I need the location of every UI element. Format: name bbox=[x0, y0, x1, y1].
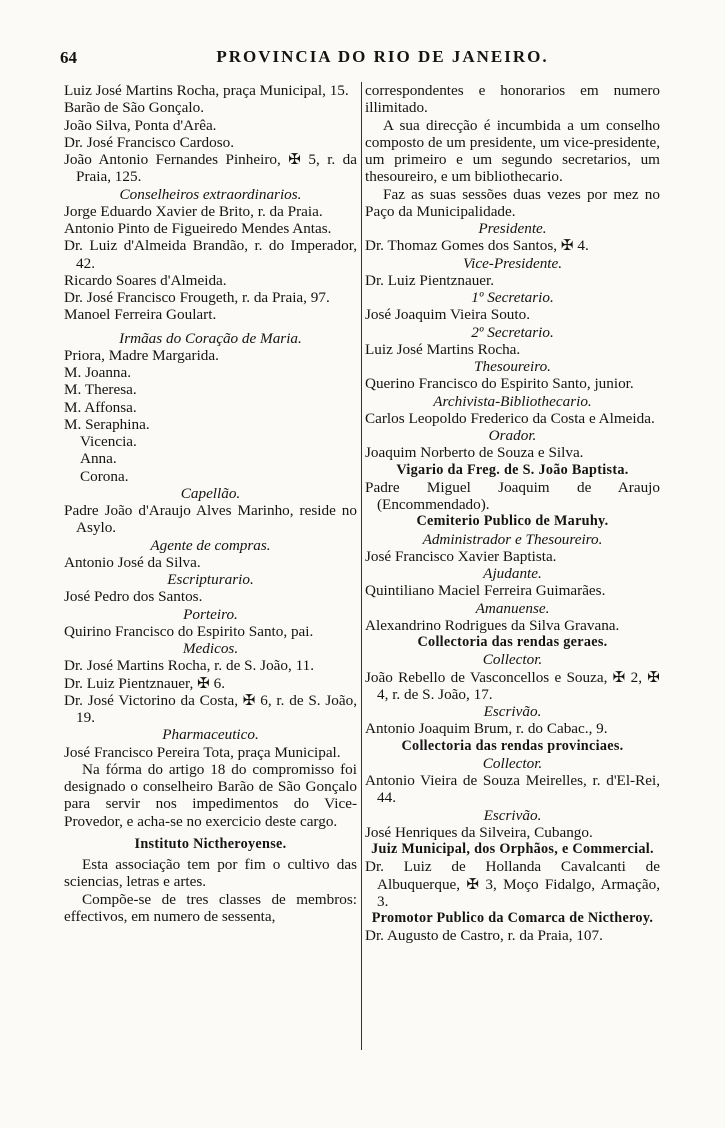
directory-entry: Quintiliano Maciel Ferreira Guimarães. bbox=[365, 582, 606, 600]
directory-entry: Padre João d'Araujo Alves Marinho, reside no Asylo. bbox=[64, 502, 357, 537]
section-heading: Instituto Nictheroyense. bbox=[134, 835, 287, 852]
role-subheading: Ajudante. bbox=[483, 565, 542, 582]
directory-entry: M. Theresa. bbox=[64, 381, 137, 399]
directory-entry: Dr. Luiz Pientznauer. bbox=[365, 271, 495, 289]
directory-entry: José Pedro dos Santos. bbox=[64, 588, 203, 606]
directory-entry: Antonio José da Silva. bbox=[64, 553, 201, 571]
section-heading: Collectoria das rendas provinciaes. bbox=[401, 737, 624, 754]
directory-entry: Dr. José Francisco Cardoso. bbox=[64, 133, 234, 151]
role-subheading: Medicos. bbox=[182, 640, 239, 657]
role-subheading: Thesoureiro. bbox=[474, 358, 551, 375]
role-subheading: Conselheiros extraordinarios. bbox=[119, 185, 302, 203]
directory-entry: Barão de São Gonçalo. bbox=[64, 99, 205, 117]
role-subheading: 2º Secretario. bbox=[471, 323, 554, 341]
role-subheading: Administrador e Thesoureiro. bbox=[422, 530, 603, 548]
section-heading: Vigario da Freg. de S. João Baptista. bbox=[396, 461, 629, 478]
directory-entry: Antonio Vieira de Souza Meirelles, r. d'El-Rei, 44. bbox=[365, 772, 660, 807]
role-subheading: Escrivão. bbox=[483, 703, 542, 720]
role-subheading: Collector. bbox=[482, 651, 543, 669]
directory-entry: Manoel Ferreira Goulart. bbox=[64, 306, 217, 324]
column-rule bbox=[361, 82, 362, 1050]
directory-entry: Dr. Augusto de Castro, r. da Praia, 107. bbox=[365, 927, 603, 945]
directory-entry: Antonio Joaquim Brum, r. do Cabac., 9. bbox=[365, 720, 608, 738]
right-column bbox=[365, 82, 660, 945]
directory-entry: Jorge Eduardo Xavier de Brito, r. da Praia. bbox=[64, 202, 323, 220]
role-subheading: Presidente. bbox=[478, 220, 547, 237]
directory-entry: M. Affonsa. bbox=[64, 398, 137, 416]
directory-entry: José Francisco Xavier Baptista. bbox=[365, 547, 557, 565]
directory-entry: João Rebello de Vasconcellos e Souza, ✠ 2, ✠ 4, r. de S. João, 17. bbox=[365, 668, 660, 703]
directory-entry: Alexandrino Rodrigues da Silva Gravana. bbox=[365, 616, 620, 634]
directory-entry: Quirino Francisco do Espirito Santo, pai. bbox=[64, 622, 314, 640]
role-subheading: Escripturario. bbox=[167, 571, 254, 588]
directory-entry: Dr. Luiz Pientznauer, ✠ 6. bbox=[64, 674, 225, 692]
directory-entry: José Francisco Pereira Tota, praça Municipal. bbox=[64, 743, 341, 761]
directory-entry: José Henriques da Silveira, Cubango. bbox=[365, 823, 593, 841]
role-subheading: 1º Secretario. bbox=[471, 289, 554, 306]
directory-entry: Corona. bbox=[80, 467, 129, 485]
directory-entry: Antonio Pinto de Figueiredo Mendes Antas. bbox=[64, 220, 332, 237]
directory-entry: Dr. José Francisco Frougeth, r. da Praia, 97. bbox=[64, 289, 330, 306]
directory-entry: João Antonio Fernandes Pinheiro, ✠ 5, r. da Praia, 125. bbox=[64, 151, 357, 186]
directory-entry: Dr. Thomaz Gomes dos Santos, ✠ 4. bbox=[365, 237, 589, 255]
directory-entry: Padre Miguel Joaquim de Araujo (Encommendado). bbox=[365, 478, 660, 513]
page-number: 64 bbox=[60, 48, 77, 67]
role-subheading: Pharmaceutico. bbox=[162, 726, 259, 744]
directory-entry: Dr. José Victorino da Costa, ✠ 6, r. de S. João, 19. bbox=[64, 691, 357, 726]
body-paragraph: Esta associação tem por fim o cultivo das sciencias, letras e artes. bbox=[64, 856, 357, 891]
role-subheading: Amanuense. bbox=[475, 599, 550, 617]
directory-entry: Priora, Madre Margarida. bbox=[64, 346, 219, 364]
directory-entry: Luiz José Martins Rocha, praça Municipal, 15. bbox=[64, 82, 349, 99]
directory-entry: Dr. Luiz de Hollanda Cavalcanti de Albuquerque, ✠ 3, Moço Fidalgo, Armação, 3. bbox=[365, 858, 660, 910]
role-subheading: Archivista-Bibliothecario. bbox=[433, 392, 592, 410]
role-subheading: Escrivão. bbox=[483, 806, 542, 824]
directory-entry: Luiz José Martins Rocha. bbox=[365, 340, 521, 358]
directory-entry: Anna. bbox=[80, 450, 117, 468]
directory-entry: Carlos Leopoldo Frederico da Costa e Almeida. bbox=[365, 409, 655, 427]
running-head: PROVINCIA DO RIO DE JANEIRO. bbox=[216, 47, 549, 66]
directory-entry: M. Joanna. bbox=[64, 364, 132, 381]
directory-entry: Dr. José Martins Rocha, r. de S. João, 11. bbox=[64, 657, 315, 675]
left-column bbox=[64, 82, 357, 925]
directory-entry: Querino Francisco do Espirito Santo, junior. bbox=[365, 375, 634, 393]
role-subheading: Orador. bbox=[488, 427, 537, 444]
role-subheading: Porteiro. bbox=[183, 605, 238, 623]
section-heading: Juiz Municipal, dos Orphãos, e Commercial. bbox=[371, 841, 654, 857]
directory-entry: José Joaquim Vieira Souto. bbox=[365, 306, 531, 324]
body-paragraph: correspondentes e honorarios em numero illimitado. bbox=[365, 82, 660, 117]
directory-entry: Dr. Luiz d'Almeida Brandão, r. do Imperador, 42. bbox=[64, 237, 357, 272]
section-heading: Promotor Publico da Comarca de Nictheroy. bbox=[371, 910, 654, 926]
directory-entry: Joaquim Norberto de Souza e Silva. bbox=[365, 444, 584, 462]
section-heading: Collectoria das rendas geraes. bbox=[417, 634, 608, 650]
section-heading: Cemiterio Publico de Maruhy. bbox=[416, 513, 609, 530]
directory-entry: Ricardo Soares d'Almeida. bbox=[64, 271, 227, 289]
role-subheading: Vice-Presidente. bbox=[462, 254, 563, 272]
body-paragraph: Compõe-se de tres classes de membros: effectivos, em numero de sessenta, bbox=[64, 890, 357, 925]
role-subheading: Agente de compras. bbox=[150, 536, 271, 554]
role-subheading: Capellão. bbox=[180, 484, 241, 502]
directory-entry: Vicencia. bbox=[80, 433, 137, 450]
body-paragraph: Na fórma do artigo 18 do compromisso foi designado o conselheiro Barão de São Gonçalo para servir nos impedimentos do Vice-Provedor, e acha-se no exercicio deste cargo. bbox=[64, 760, 357, 830]
body-paragraph: Faz as suas sessões duas vezes por mez no Paço da Municipalidade. bbox=[365, 185, 660, 220]
directory-entry: João Silva, Ponta d'Arêa. bbox=[64, 116, 217, 134]
body-paragraph: A sua direcção é incumbida a um conselho composto de um presidente, um vice-presidente, um primeiro e um segundo secretarios, um thesoureiro, e um bibliothecario. bbox=[365, 116, 660, 186]
role-subheading: Irmãas do Coração de Maria. bbox=[119, 329, 302, 347]
directory-entry: M. Seraphina. bbox=[64, 415, 150, 433]
role-subheading: Collector. bbox=[482, 754, 543, 772]
